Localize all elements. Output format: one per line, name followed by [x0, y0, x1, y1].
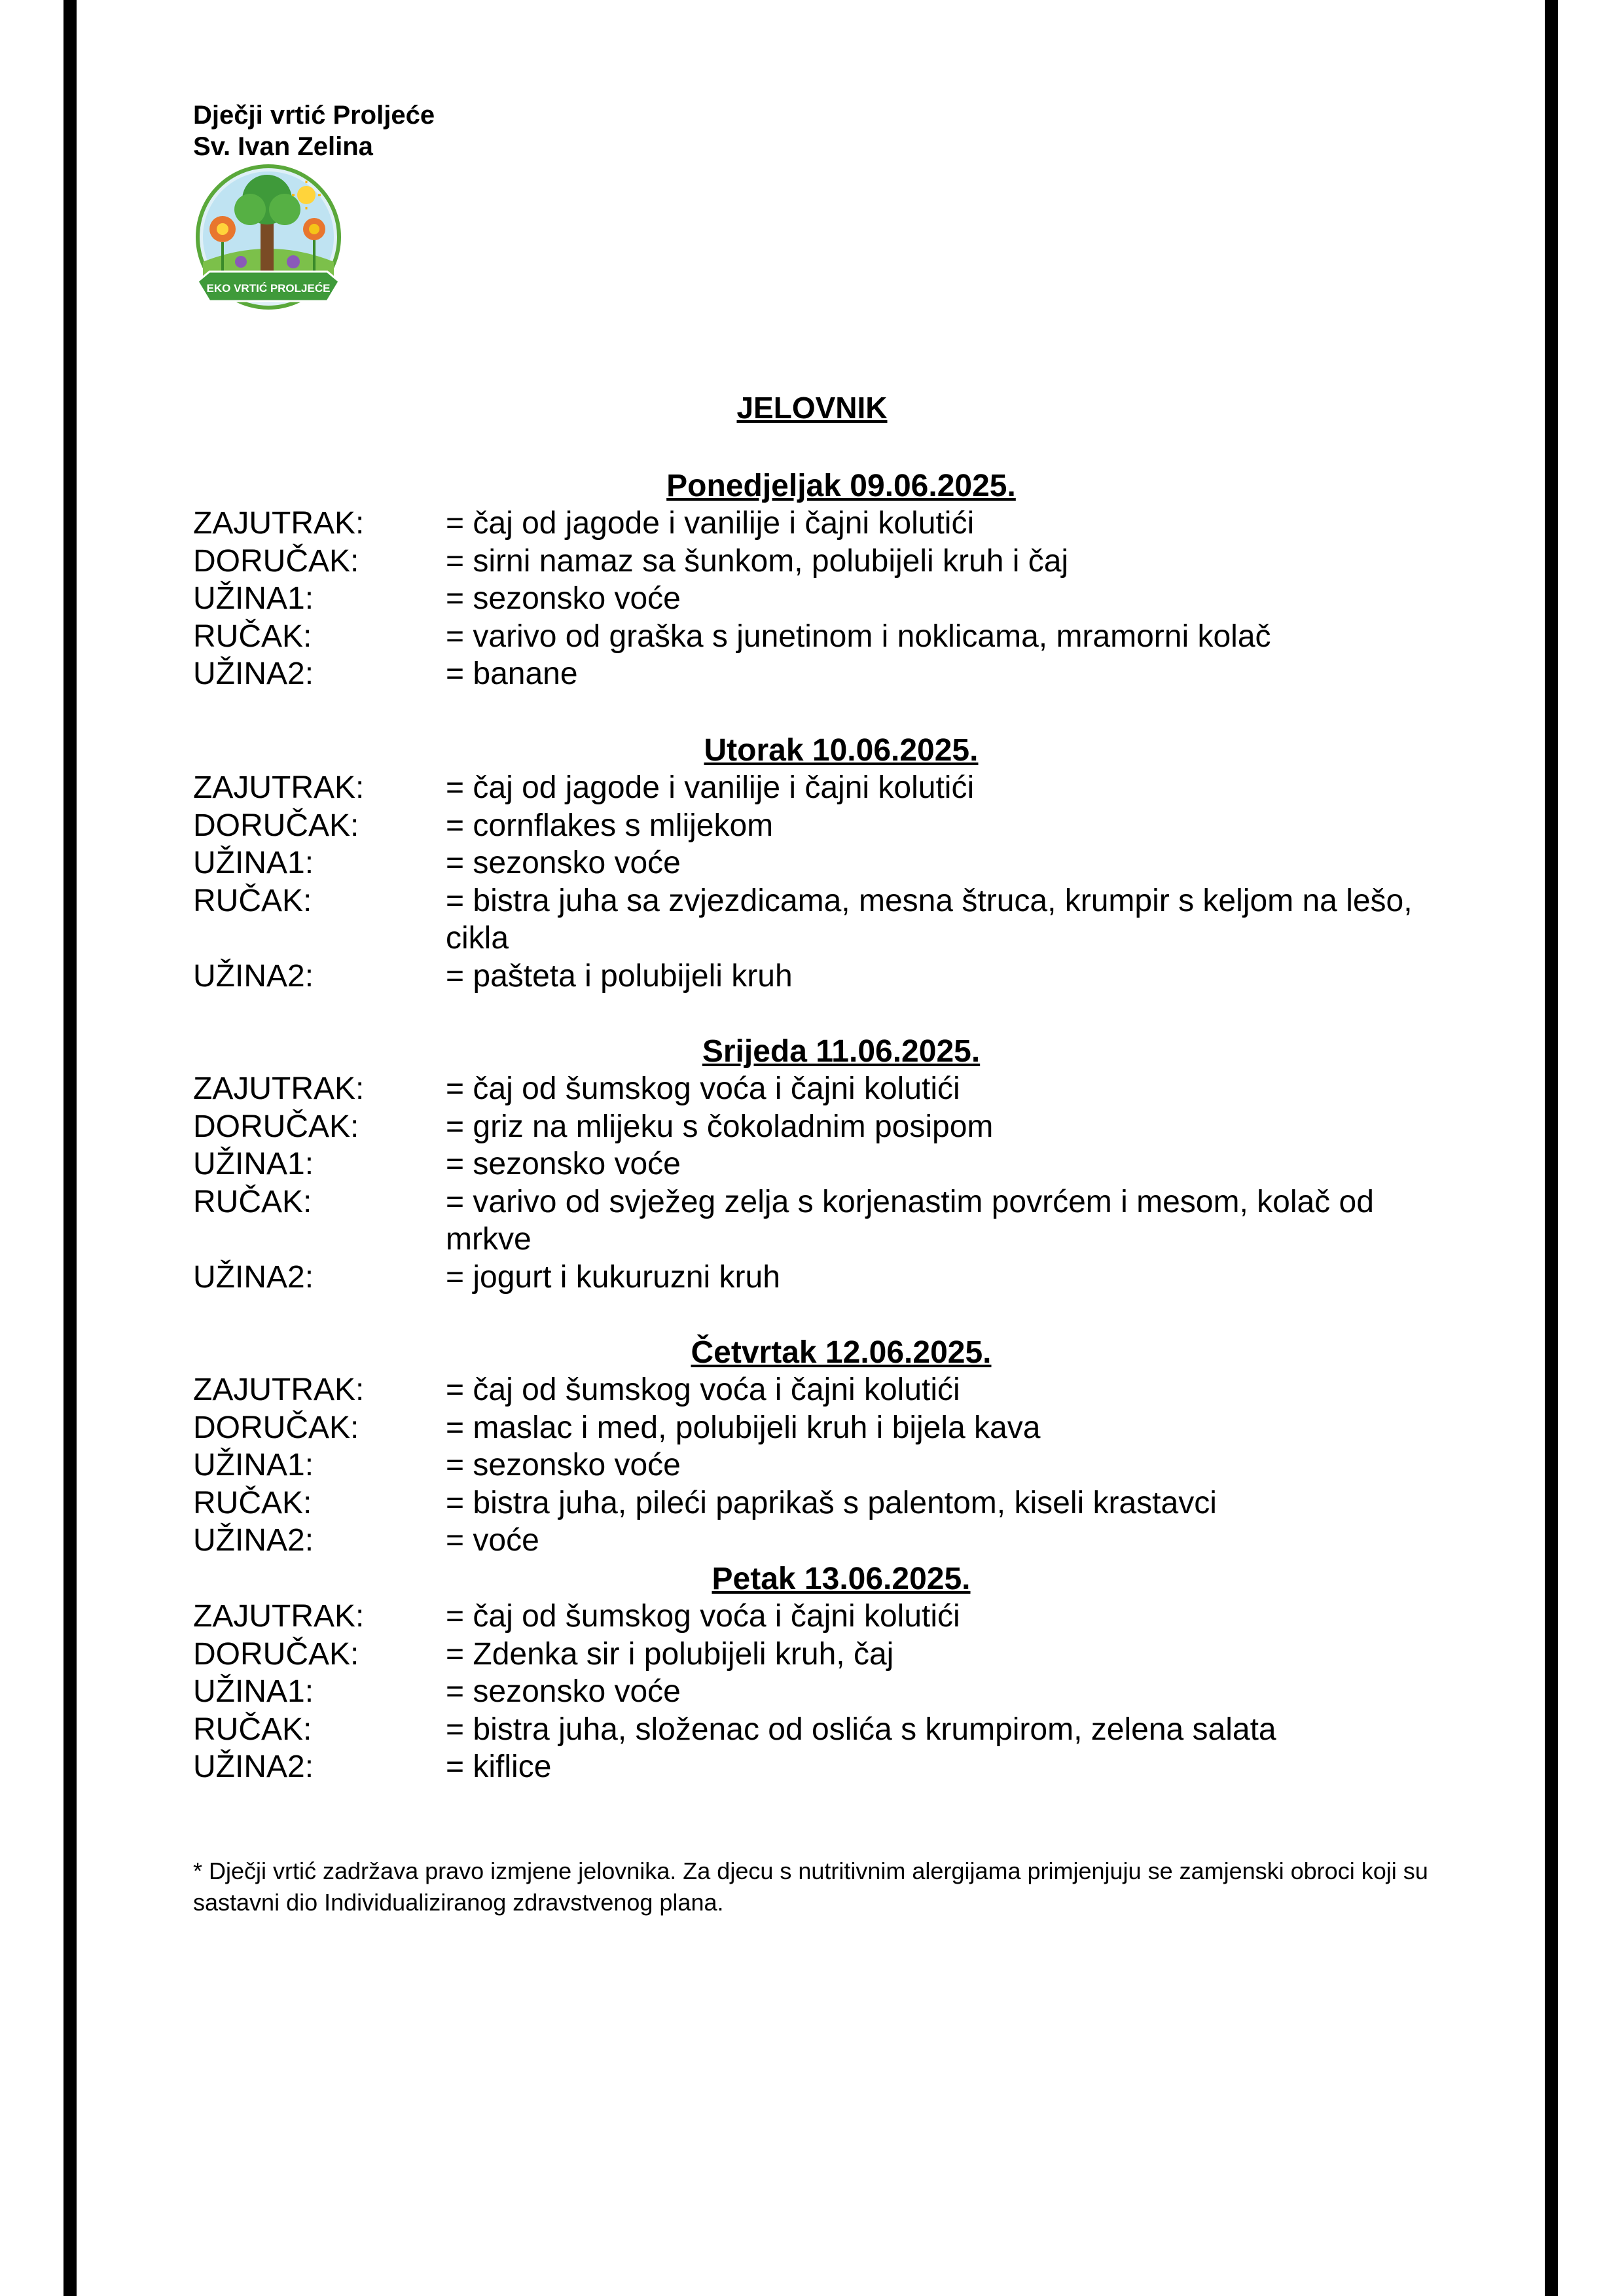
- day-section-thursday: [193, 1334, 1437, 1560]
- meal-description: = jogurt i kukuruzni kruh: [446, 1259, 780, 1295]
- meal-description: = bistra juha sa zvjezdicama, mesna štruca, krumpir s keljom na lešo, cikla: [446, 883, 1413, 956]
- meal-row: [193, 1108, 1437, 1146]
- kindergarten-logo: [190, 164, 347, 314]
- meal-row: [193, 618, 1437, 656]
- meal-description: = sezonsko voće: [446, 1147, 681, 1181]
- meal-name: RUČAK:: [193, 883, 312, 918]
- meal-row: [193, 1446, 1437, 1484]
- right-border: [1545, 0, 1558, 2296]
- meal-name: RUČAK:: [193, 1485, 312, 1520]
- meal-description: = sirni namaz sa šunkom, polubijeli kruh i čaj: [446, 543, 1069, 579]
- institution-name: Dječji vrtić Proljeće: [193, 101, 435, 130]
- meal-row: [193, 882, 1437, 958]
- meal-name: UŽINA1:: [193, 846, 314, 880]
- institution-header: [193, 99, 435, 162]
- meal-name: UŽINA2:: [193, 1749, 314, 1784]
- meal-name: ZAJUTRAK:: [193, 1599, 365, 1634]
- meal-name: RUČAK:: [193, 1184, 312, 1219]
- meal-name: UŽINA2:: [193, 656, 314, 691]
- meal-name: DORUČAK:: [193, 543, 359, 579]
- footnote: * Dječji vrtić zadržava pravo izmjene jelovnika. Za djecu s nutritivnim alergijama primjenjuju se zamjenski obroci koji su sastavni dio Individualiziranog zdravstvenog plana.: [193, 1857, 1428, 1916]
- meal-description: = kiflice: [446, 1749, 552, 1784]
- meal-name: ZAJUTRAK:: [193, 1071, 365, 1106]
- meal-description: = bistra juha, pileći paprikaš s palentom, kiseli krastavci: [446, 1485, 1217, 1520]
- meal-name: UŽINA2:: [193, 1523, 314, 1558]
- meal-row: [193, 1711, 1437, 1749]
- meal-row: [193, 1259, 1437, 1297]
- meal-row: [193, 1522, 1437, 1560]
- institution-location: Sv. Ivan Zelina: [193, 132, 373, 161]
- day-title: Četvrtak 12.06.2025.: [691, 1335, 992, 1370]
- meal-description: = Zdenka sir i polubijeli kruh, čaj: [446, 1636, 894, 1672]
- logo-text: EKO VRTIĆ PROLJEĆE: [206, 282, 331, 295]
- day-section-wednesday: [193, 1033, 1437, 1296]
- meal-description: = čaj od šumskog voća i čajni kolutići: [446, 1071, 960, 1106]
- day-title: Petak 13.06.2025.: [712, 1562, 971, 1596]
- day-section-tuesday: [193, 732, 1437, 995]
- meal-row: [193, 543, 1437, 581]
- meal-row: [193, 505, 1437, 543]
- meal-row: [193, 1598, 1437, 1636]
- meal-row: [193, 1409, 1437, 1447]
- meal-description: = čaj od šumskog voća i čajni kolutići: [446, 1599, 960, 1634]
- meal-name: DORUČAK:: [193, 1636, 359, 1672]
- meal-name: UŽINA1:: [193, 1674, 314, 1709]
- day-title: Srijeda 11.06.2025.: [702, 1034, 981, 1069]
- meal-name: DORUČAK:: [193, 1410, 359, 1445]
- meal-row: [193, 1748, 1437, 1786]
- meal-name: UŽINA1:: [193, 1147, 314, 1181]
- meal-row: [193, 1371, 1437, 1409]
- meal-name: DORUČAK:: [193, 1109, 359, 1144]
- meal-description: = čaj od jagode i vanilije i čajni kolutići: [446, 770, 975, 805]
- meal-row: [193, 769, 1437, 807]
- meal-description: = banane: [446, 656, 578, 691]
- meal-description: = čaj od jagode i vanilije i čajni kolutići: [446, 506, 975, 541]
- meal-description: = sezonsko voće: [446, 1448, 681, 1482]
- meal-row: [193, 844, 1437, 882]
- day-title: Utorak 10.06.2025.: [704, 733, 979, 768]
- meal-name: ZAJUTRAK:: [193, 506, 365, 541]
- meal-name: ZAJUTRAK:: [193, 770, 365, 805]
- page-title: JELOVNIK: [736, 391, 888, 425]
- meal-name: UŽINA2:: [193, 958, 314, 994]
- meal-row: [193, 1145, 1437, 1183]
- meal-description: = varivo od graška s junetinom i noklicama, mramorni kolač: [446, 619, 1271, 654]
- meal-description: = sezonsko voće: [446, 1674, 681, 1709]
- meal-row: [193, 1636, 1437, 1674]
- meal-description: = cornflakes s mlijekom: [446, 808, 774, 843]
- day-section-friday: [193, 1560, 1437, 1786]
- meal-row: [193, 580, 1437, 618]
- meal-name: RUČAK:: [193, 619, 312, 654]
- meal-name: ZAJUTRAK:: [193, 1372, 365, 1407]
- meal-description: = griz na mlijeku s čokoladnim posipom: [446, 1109, 994, 1144]
- meal-description: = bistra juha, složenac od oslića s krumpirom, zelena salata: [446, 1712, 1276, 1747]
- meal-row: [193, 1673, 1437, 1711]
- meal-description: = pašteta i polubijeli kruh: [446, 958, 793, 994]
- meal-description: = maslac i med, polubijeli kruh i bijela kava: [446, 1410, 1041, 1445]
- meal-description: = čaj od šumskog voća i čajni kolutići: [446, 1372, 960, 1407]
- meal-name: UŽINA2:: [193, 1259, 314, 1295]
- day-title: Ponedjeljak 09.06.2025.: [666, 469, 1016, 503]
- meal-name: RUČAK:: [193, 1712, 312, 1747]
- meal-row: [193, 1484, 1437, 1522]
- meal-row: [193, 655, 1437, 693]
- meal-row: [193, 1070, 1437, 1108]
- meal-description: = sezonsko voće: [446, 581, 681, 616]
- meal-description: = varivo od svježeg zelja s korjenastim povrćem i mesom, kolač od mrkve: [446, 1184, 1374, 1257]
- meal-description: = voće: [446, 1523, 539, 1558]
- meal-row: [193, 1183, 1437, 1259]
- meal-row: [193, 807, 1437, 845]
- meal-row: [193, 958, 1437, 996]
- day-section-monday: [193, 467, 1437, 693]
- meal-name: DORUČAK:: [193, 808, 359, 843]
- meal-description: = sezonsko voće: [446, 846, 681, 880]
- left-border: [63, 0, 77, 2296]
- meal-name: UŽINA1:: [193, 581, 314, 616]
- meal-name: UŽINA1:: [193, 1448, 314, 1482]
